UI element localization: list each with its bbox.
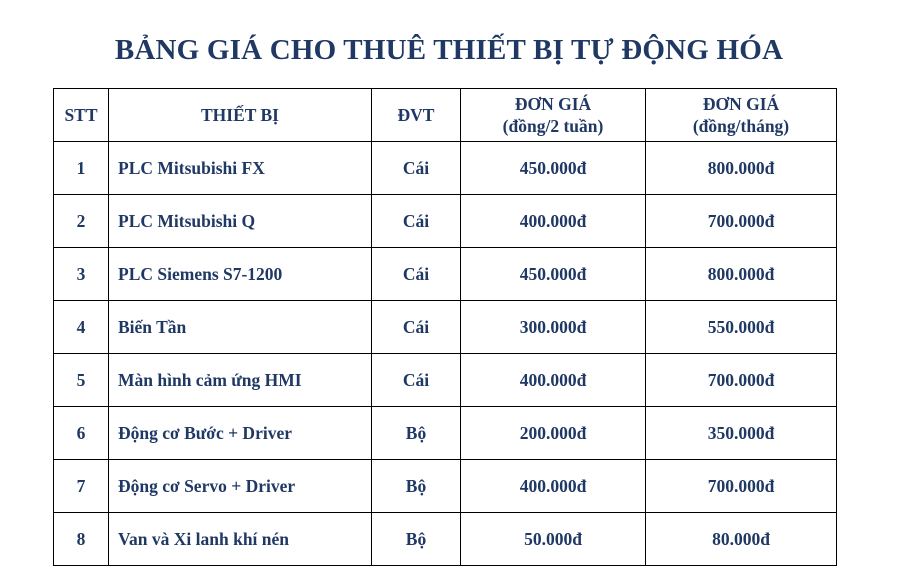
cell-stt: 3 xyxy=(54,248,109,301)
cell-stt: 1 xyxy=(54,142,109,195)
cell-device: PLC Siemens S7-1200 xyxy=(109,248,372,301)
cell-price-month: 700.000đ xyxy=(646,195,837,248)
cell-price-month: 80.000đ xyxy=(646,513,837,566)
header-unit: ĐVT xyxy=(372,89,461,142)
cell-stt: 4 xyxy=(54,301,109,354)
cell-stt: 5 xyxy=(54,354,109,407)
cell-device: Động cơ Bước + Driver xyxy=(109,407,372,460)
cell-unit: Cái xyxy=(372,354,461,407)
header-price-2weeks-line1: ĐƠN GIÁ xyxy=(514,94,592,114)
cell-device: Biến Tần xyxy=(109,301,372,354)
header-price-2weeks-line2: (đồng/2 tuần) xyxy=(502,116,604,136)
cell-stt: 2 xyxy=(54,195,109,248)
table-row xyxy=(54,248,837,301)
cell-price-2weeks: 450.000đ xyxy=(461,142,646,195)
cell-device: PLC Mitsubishi Q xyxy=(109,195,372,248)
header-price-month-line2: (đồng/tháng) xyxy=(692,116,790,136)
cell-price-2weeks: 300.000đ xyxy=(461,301,646,354)
price-table xyxy=(53,88,837,566)
header-device: THIẾT BỊ xyxy=(109,89,372,142)
table-row xyxy=(54,513,837,566)
header-stt: STT xyxy=(54,89,109,142)
table-row xyxy=(54,460,837,513)
cell-device: Động cơ Servo + Driver xyxy=(109,460,372,513)
header-price-2weeks xyxy=(461,89,646,142)
cell-price-2weeks: 400.000đ xyxy=(461,460,646,513)
cell-price-month: 700.000đ xyxy=(646,460,837,513)
cell-price-month: 800.000đ xyxy=(646,142,837,195)
page-title: BẢNG GIÁ CHO THUÊ THIẾT BỊ TỰ ĐỘNG HÓA xyxy=(114,34,784,66)
header-price-month-line1: ĐƠN GIÁ xyxy=(702,94,780,114)
cell-price-2weeks: 400.000đ xyxy=(461,354,646,407)
cell-unit: Cái xyxy=(372,195,461,248)
cell-unit: Cái xyxy=(372,142,461,195)
table-row xyxy=(54,301,837,354)
cell-price-2weeks: 400.000đ xyxy=(461,195,646,248)
cell-device: PLC Mitsubishi FX xyxy=(109,142,372,195)
cell-stt: 8 xyxy=(54,513,109,566)
header-price-month xyxy=(646,89,837,142)
cell-unit: Bộ xyxy=(372,513,461,566)
cell-price-month: 800.000đ xyxy=(646,248,837,301)
cell-device: Van và Xi lanh khí nén xyxy=(109,513,372,566)
cell-unit: Cái xyxy=(372,301,461,354)
cell-price-month: 700.000đ xyxy=(646,354,837,407)
cell-price-2weeks: 450.000đ xyxy=(461,248,646,301)
cell-price-month: 550.000đ xyxy=(646,301,837,354)
cell-price-2weeks: 50.000đ xyxy=(461,513,646,566)
cell-unit: Bộ xyxy=(372,407,461,460)
table-row xyxy=(54,142,837,195)
cell-price-month: 350.000đ xyxy=(646,407,837,460)
table-row xyxy=(54,195,837,248)
table-row xyxy=(54,354,837,407)
cell-unit: Bộ xyxy=(372,460,461,513)
table-row xyxy=(54,407,837,460)
cell-stt: 7 xyxy=(54,460,109,513)
cell-price-2weeks: 200.000đ xyxy=(461,407,646,460)
cell-unit: Cái xyxy=(372,248,461,301)
cell-device: Màn hình cảm ứng HMI xyxy=(109,354,372,407)
table-header-row xyxy=(54,89,837,142)
cell-stt: 6 xyxy=(54,407,109,460)
